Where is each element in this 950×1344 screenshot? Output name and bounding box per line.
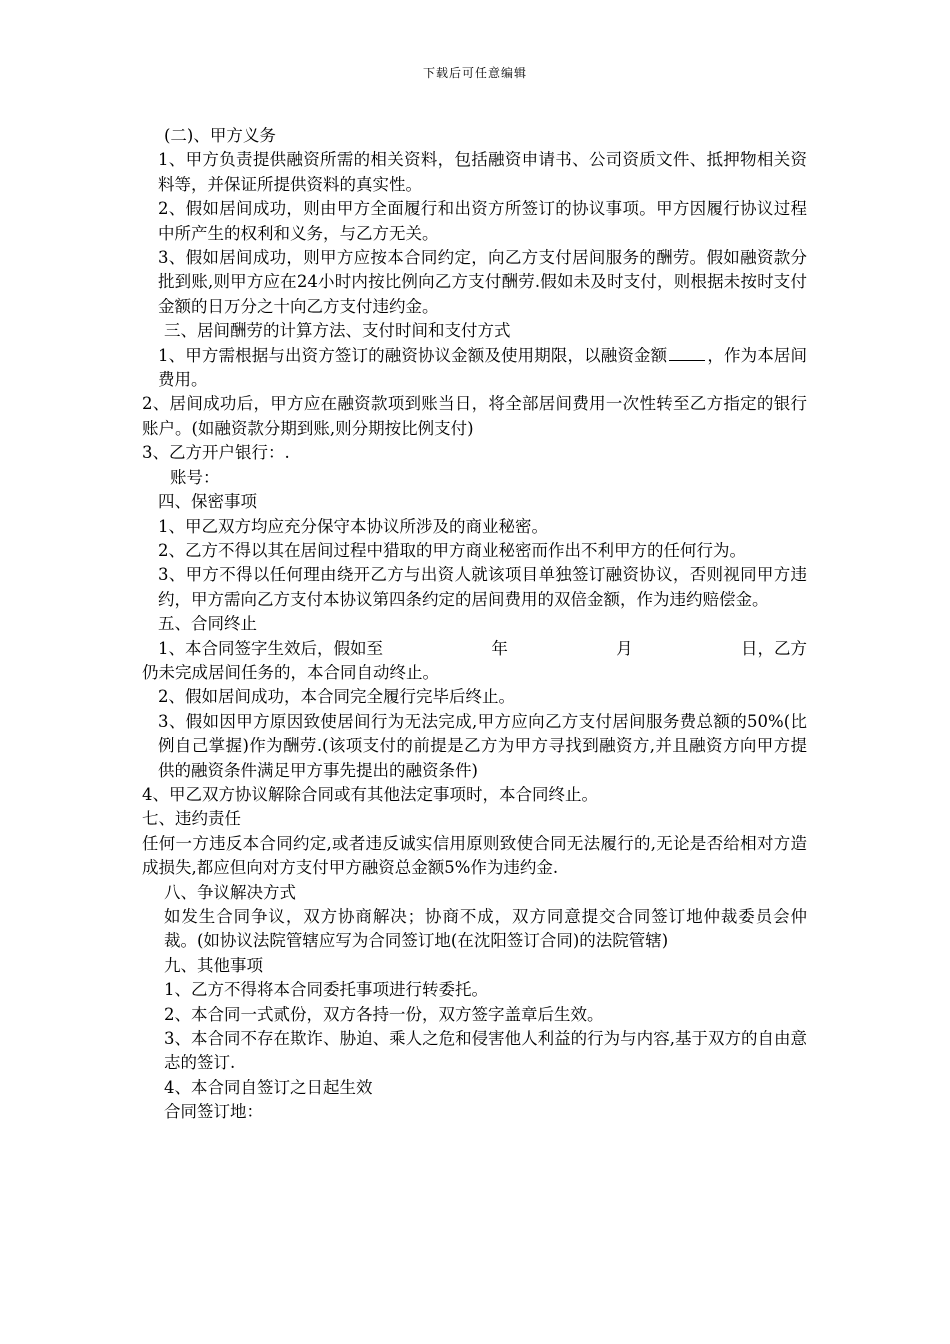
clause-2-1: 1、甲方负责提供融资所需的相关资料，包括融资申请书、公司资质文件、抵押物相关资料等，并保证所提供资料的真实性。	[158, 150, 807, 194]
month-label: 月	[616, 638, 633, 658]
clause-5-2: 2、假如居间成功，本合同完全履行完毕后终止。	[158, 687, 515, 707]
amount-blank-line	[669, 346, 705, 361]
clause-5-1-date-line	[142, 637, 807, 661]
clause-3-3: 3、乙方开户银行：.	[142, 443, 290, 463]
clause-9-2: 2、本合同一式贰份，双方各持一份，双方签字盖章后生效。	[164, 1004, 604, 1024]
clause-3-1-text-a: 1、甲方需根据与出资方签订的融资协议金额及使用期限，以融资金额	[158, 345, 668, 365]
clause-7-body: 任何一方违反本合同约定,或者违反诚实信用原则致使合同无法履行的,无论是否给相对方造成损失,都应但向对方支付甲方融资总金额5%作为违约金.	[142, 833, 807, 878]
clause-9-4: 4、本合同自签订之日起生效	[164, 1077, 373, 1097]
year-label: 年	[491, 638, 508, 658]
clause-8-body: 如发生合同争议，双方协商解决；协商不成，双方同意提交合同签订地仲裁委员会仲裁。(如协议法院管辖应写为合同签订地(在沈阳签订合同)的法院管辖)	[164, 907, 807, 951]
section-heading-termination: 五、合同终止	[158, 614, 257, 634]
clause-3-2: 2、居间成功后，甲方应在融资款项到账当日，将全部居间费用一次性转至乙方指定的银行账户。(如融资款分期到账,则分期按比例支付)	[142, 394, 807, 438]
clause-4-3: 3、甲方不得以任何理由绕开乙方与出资人就该项目单独签订融资协议，否则视同甲方违约，甲方需向乙方支付本协议第四条约定的居间费用的双倍金额，作为违约赔偿金。	[158, 565, 807, 609]
section-heading-confidentiality: 四、保密事项	[158, 492, 257, 512]
clause-5-4: 4、甲乙双方协议解除合同或有其他法定事项时，本合同终止。	[142, 784, 598, 804]
section-heading-dispute: 八、争议解决方式	[164, 882, 296, 902]
account-number-label: 账号：	[170, 467, 220, 487]
clause-9-3: 3、本合同不存在欺诈、胁迫、乘人之危和侵害他人利益的行为与内容,基于双方的自由意志的签订.	[164, 1029, 807, 1073]
page-header: 下载后可任意编辑	[422, 66, 527, 80]
clause-4-1: 1、甲乙双方均应充分保守本协议所涉及的商业秘密。	[158, 516, 548, 536]
section-heading-liability: 七、违约责任	[142, 809, 241, 829]
section-heading-fee-calculation: 三、居间酬劳的计算方法、支付时间和支付方式	[164, 321, 511, 341]
clause-5-3: 3、假如因甲方原因致使居间行为无法完成,甲方应向乙方支付居间服务费总额的50%(比例自己掌握)作为酬劳.(该项支付的前提是乙方为甲方寻找到融资方,并且融资方向甲方提供的融资条件满足甲方事先提出的融资条件)	[158, 711, 807, 780]
signing-place-label: 合同签订地：	[164, 1102, 263, 1122]
section-heading-party-a-duties: (二)、甲方义务	[164, 126, 276, 145]
clause-3-1	[142, 344, 807, 393]
clause-4-2: 2、乙方不得以其在居间过程中猎取的甲方商业秘密而作出不利甲方的任何行为。	[158, 540, 746, 560]
clause-5-1-continued: 仍未完成居间任务的，本合同自动终止。	[142, 662, 439, 682]
clause-9-1: 1、乙方不得将本合同委托事项进行转委托。	[164, 980, 488, 1000]
clause-5-1-text-a: 1、本合同签字生效后，假如至	[158, 638, 383, 658]
section-heading-other: 九、其他事项	[164, 955, 263, 975]
clause-3-1-text-b: ，作为本居间费用。	[158, 345, 808, 390]
clause-2-3: 3、假如居间成功，则甲方应按本合同约定，向乙方支付居间服务的酬劳。假如融资款分批到账,则甲方应在24小时内按比例向乙方支付酬劳.假如未及时支付，则根据未按时支付金额的日万分之十向乙方支付违约金。	[158, 248, 807, 316]
clause-2-2: 2、假如居间成功，则由甲方全面履行和出资方所签订的协议事项。甲方因履行协议过程中所产生的权利和义务，与乙方无关。	[158, 199, 807, 243]
contract-body	[142, 124, 807, 1125]
day-label: 日，乙方	[740, 638, 807, 658]
